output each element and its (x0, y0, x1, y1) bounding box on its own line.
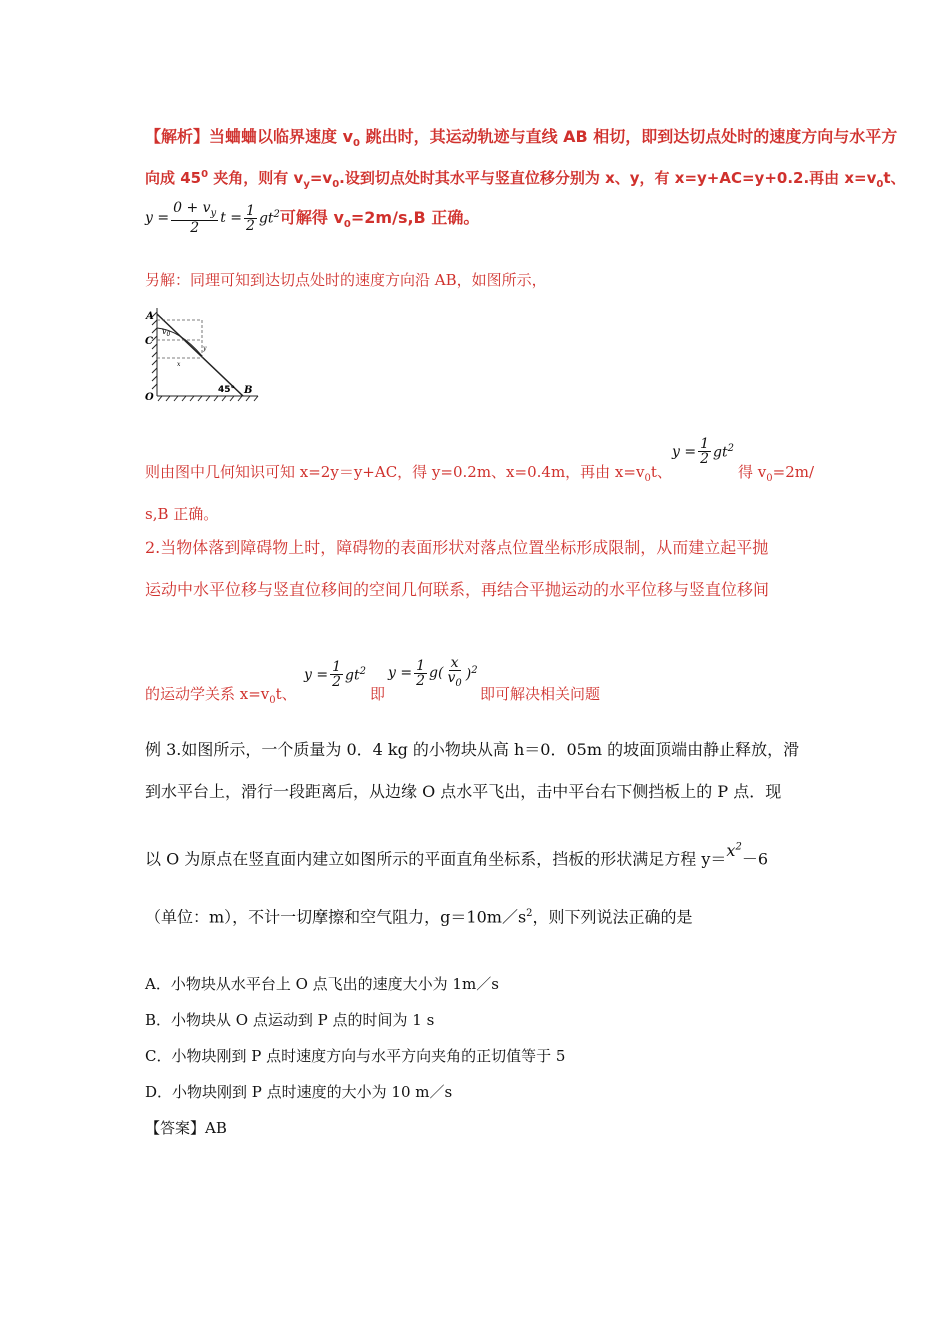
alt-line-2: s,B 正确。 (145, 505, 219, 523)
option-b: B．小物块从 O 点运动到 P 点的时间为 1 s (145, 1011, 435, 1029)
answer: 【答案】AB (145, 1119, 227, 1137)
eq-gt: $gt^2$ (258, 209, 280, 227)
alt-line-1: 则由图中几何知识可知 x=2y＝y+AC，得 y=0.2m、x=0.4m，再由 $x=v_0t$、 (145, 463, 672, 484)
analysis-equation-line (145, 198, 479, 238)
section2-formula-2: y = $\frac{1}{2}$ g( $\frac{x}{v_0}$ )$^2$ (388, 655, 478, 689)
incline-line (157, 314, 243, 396)
label-y: y (203, 345, 207, 352)
alt-intro: 另解：同理可知到达切点处时的速度方向沿 AB，如图所示， (145, 271, 547, 289)
section2-line-1: 2.当物体落到障碍物上时，障碍物的表面形状对落点位置坐标形成限制，从而建立起平抛 (145, 538, 769, 557)
geometry-figure (140, 300, 270, 405)
analysis-tag: 【解析】 (145, 127, 210, 146)
label-x: x (177, 361, 181, 368)
label-O: O (145, 392, 154, 403)
label-45-angle: 45° (218, 385, 236, 395)
formula-y-half-gt2: y = $\frac{1}{2}$ $gt^2$ (672, 436, 734, 467)
eq-t: t = (220, 210, 243, 226)
option-c: C．小物块刚到 P 点时速度方向与水平方向夹角的正切值等于 5 (145, 1047, 566, 1065)
alt-line-1-tail: 得 $v_0=2m/$ (738, 463, 815, 484)
option-a: A．小物块从水平台上 O 点飞出的速度大小为 1m／s (145, 975, 499, 993)
label-B: B (244, 385, 253, 396)
analysis-line-2: 向成 $45^0$ 夹角，则有 $v_y=v_0$.设到切点处时其水平与竖直位移分别为 x、y，有 x=y+AC=y+0.2.再由 $x=v_0t$、 (145, 169, 906, 190)
option-d: D．小物块刚到 P 点时速度的大小为 10 m／s (145, 1083, 453, 1101)
section2-formula-1: y = $\frac{1}{2}$ $gt^2$ (304, 659, 366, 690)
dashed-guides (157, 320, 202, 358)
wall-hatch (152, 308, 258, 401)
example-line-1: 例 3.如图所示，一个质量为 0．4 kg 的小物块从高 h＝0．05m 的坡面顶端由静止释放，滑 (145, 740, 800, 759)
label-A: A (146, 311, 154, 322)
label-v0: $v_0$ (162, 327, 171, 338)
section2-line-2: 运动中水平位移与竖直位移间的空间几何联系，再结合平抛运动的水平位移与竖直位移间 (145, 580, 770, 599)
eq-y: y = (145, 210, 170, 226)
example-line-3: 以 O 为原点在竖直面内建立如图所示的平面直角坐标系，挡板的形状满足方程 $y=x^2-6$ (145, 841, 769, 869)
analysis-conclusion: 可解得 $v_0=2m/s,B$ 正确。 (279, 208, 480, 231)
section2-ji: 即 (370, 685, 386, 703)
example-line-4: （单位：m），不计一切摩擦和空气阻力，$g=10m/s^2$，则下列说法正确的是 (145, 907, 693, 927)
example-line-2: 到水平台上，滑行一段距离后，从边缘 O 点水平飞出，击中平台右下侧挡板上的 P 点．现 (145, 782, 782, 801)
analysis-line-1: 【解析】当蛐蛐以临界速度 $v_0$ 跳出时，其运动轨迹与直线 AB 相切，即到达切点处时的速度方向与水平方 (145, 127, 898, 150)
section2-tail: 即可解决相关问题 (480, 685, 601, 703)
section2-line-3: 的运动学关系 $x=v_0t$、 (145, 685, 297, 706)
label-C: C (145, 336, 153, 347)
eq-fraction-1: $\frac{0 + v_y}{2}$ (173, 199, 217, 237)
eq-fraction-2: $\frac{1}{2}$ (246, 202, 255, 234)
